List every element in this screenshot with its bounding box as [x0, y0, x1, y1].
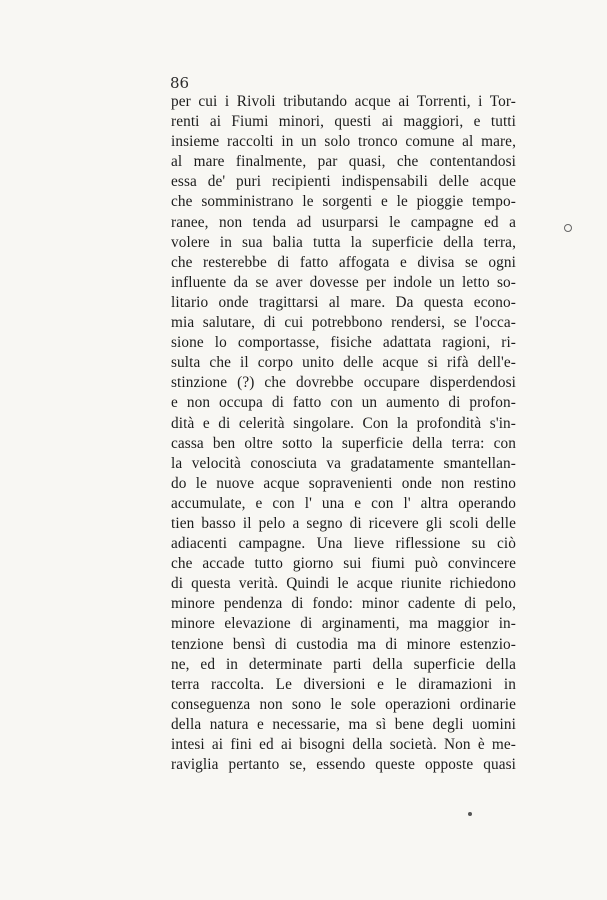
text-line: che resterebbe di fatto affogata e divisa se ogni [171, 253, 516, 271]
text-line: litario onde tragittarsi al mare. Da questa econo- [171, 293, 516, 311]
page-number: 86 [170, 74, 190, 92]
text-line: della natura e necessarie, ma sì bene degli uomini [171, 715, 516, 733]
body-text [171, 92, 516, 775]
text-line: tien basso il pelo a segno di ricevere gli scoli delle [171, 514, 516, 532]
text-line: mia salutare, di cui potrebbono rendersi, se l'occa- [171, 314, 516, 332]
text-line: influente da se aver dovesse per indole un letto so- [171, 273, 516, 291]
text-line: sione lo comportasse, fisiche adattata ragioni, ri- [171, 334, 516, 352]
text-line: minore elevazione di arginamenti, ma maggior in- [171, 615, 516, 633]
text-line: e non occupa di fatto con un aumento di profon- [171, 394, 516, 412]
text-line: volere in sua balia tutta la superficie della terra, [171, 233, 516, 251]
text-line: minore pendenza di fondo: minor cadente di pelo, [171, 595, 516, 613]
binding-hole-mark [564, 224, 572, 232]
ink-speck [468, 812, 472, 816]
text-line: renti ai Fiumi minori, questi ai maggiori, e tutti [171, 113, 516, 131]
text-line: al mare finalmente, par quasi, che contentandosi [171, 153, 516, 171]
text-line: raviglia pertanto se, essendo queste opposte quasi [171, 756, 516, 774]
text-line: ranee, non tenda ad usurparsi le campagne ed a [171, 213, 516, 231]
text-line: tenzione bensì di custodia ma di minore estenzio- [171, 635, 516, 653]
text-line: essa de' puri recipienti indispensabili delle acque [171, 173, 516, 191]
text-line: che somministrano le sorgenti e le pioggie tempo- [171, 193, 516, 211]
text-line: la velocità conosciuta va gradatamente smantellan- [171, 454, 516, 472]
text-line: insieme raccolti in un solo tronco comune al mare, [171, 133, 516, 151]
text-line: adiacenti campagne. Una lieve riflessione su ciò [171, 535, 516, 553]
text-line: sulta che il corpo unito delle acque si rifà dell'e- [171, 354, 516, 372]
text-line: ne, ed in determinate parti della superficie della [171, 655, 516, 673]
text-line: cassa ben oltre sotto la superficie della terra: con [171, 434, 516, 452]
text-line: dità e di celerità singolare. Con la profondità s'in- [171, 414, 516, 432]
text-line: conseguenza non sono le sole operazioni ordinarie [171, 695, 516, 713]
text-line: di questa verità. Quindi le acque riunite richiedono [171, 575, 516, 593]
text-line: do le nuove acque sopravenienti onde non restino [171, 474, 516, 492]
text-line: che accade tutto giorno sui fiumi può convincere [171, 555, 516, 573]
text-line: terra raccolta. Le diversioni e le diramazioni in [171, 675, 516, 693]
text-line: accumulate, e con l' una e con l' altra operando [171, 494, 516, 512]
text-line: intesi ai fini ed ai bisogni della società. Non è me- [171, 736, 516, 753]
text-line: stinzione (?) che dovrebbe occupare disperdendosi [171, 374, 516, 392]
text-line: per cui i Rivoli tributando acque ai Torrenti, i Tor- [171, 93, 516, 110]
